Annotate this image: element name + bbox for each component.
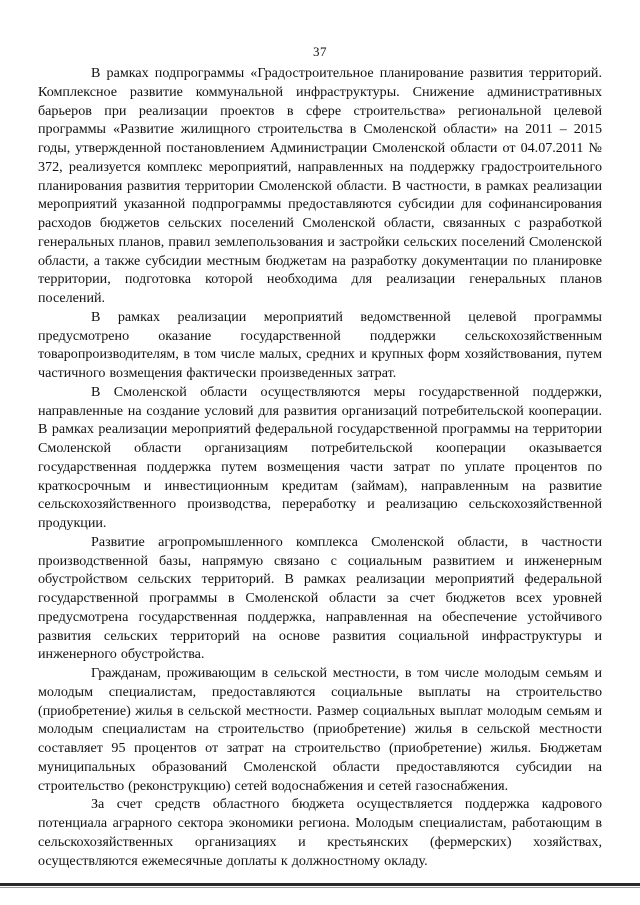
paragraph-consumer-cooperation-support: В Смоленской области осуществляются меры государственной поддержки, направленные на создание условий для развития организаций потребительской кооперации. В рамках реализации мероприятий федеральной государственной программы на территории Смоленской области организациям потребительской кооперации оказывается государственная поддержка путем возмещения части затрат по уплате процентов по краткосрочным и инвестиционным кредитам (займам), направленным на развитие сельскохозяйственного производства, переработку и реализацию сельскохозяйственной продукции. xyxy=(38,383,602,531)
document-body xyxy=(38,64,602,870)
paragraph-agricultural-producers-support: В рамках реализации мероприятий ведомственной целевой программы предусмотрено оказание государственной поддержки сельскохозяйственным товаропроизводителям, в том числе малых, средних и крупных форм хозяйствования, путем частичного возмещения фактически произведенных затрат. xyxy=(38,308,602,381)
paragraph-agrarian-personnel-support: За счет средств областного бюджета осуществляется поддержка кадрового потенциала аграрного сектора экономики региона. Молодым специалистам, работающим в сельскохозяйственных организациях и крестьянских (фермерских) хозяйствах, осуществляются ежемесячные доплаты к должностному окладу. xyxy=(38,796,602,869)
paragraph-rural-territories-development: Развитие агропромышленного комплекса Смоленской области, в частности производственной базы, напрямую связано с социальным развитием и инженерным обустройством сельских территорий. В рамках реализации мероприятий федеральной государственной программы в Смоленской области за счет бюджетов всех уровней предусмотрена государственная поддержка, направленная на обеспечение устойчивого развития сельских территорий на основе развития социальной инфраструктуры и инженерного обустройства. xyxy=(38,533,602,663)
paragraph-urban-planning-subprogram: В рамках подпрограммы «Градостроительное планирование развития территорий. Комплексное развитие коммунальной инфраструктуры. Снижение административных барьеров при реализации проектов в сфере строительства» региональной целевой программы «Развитие жилищного строительства в Смоленской области» на 2011 – 2015 годы, утвержденной постановлением Администрации Смоленской области от 04.07.2011 № 372, реализуется комплекс мероприятий, направленных на поддержку градостроительного планирования развития территории Смоленской области. В частности, в рамках реализации мероприятий указанной подпрограммы предоставляются субсидии для софинансирования расходов бюджетов сельских поселений Смоленской области, связанных с разработкой генеральных планов, правил землепользования и застройки сельских поселений Смоленской области, а также субсидии местным бюджетам на разработку документации по планировке территории, подготовка которой необходима для реализации генеральных планов поселений. xyxy=(38,65,602,306)
paragraph-rural-housing-payments: Гражданам, проживающим в сельской местности, в том числе молодым семьям и молодым специалистам, предоставляются социальные выплаты на строительство (приобретение) жилья в сельской местности. Размер социальных выплат молодым семьям и молодым специалистам на строительство (приобретение) жилья в сельской местности составляет 95 процентов от затрат на строительство (приобретение) жилья. Бюджетам муниципальных образований Смоленской области предоставляются субсидии на строительство (реконструкцию) сетей водоснабжения и сетей газоснабжения. xyxy=(38,665,602,794)
page-bottom-edge xyxy=(0,883,640,886)
page-number: 37 xyxy=(313,44,327,59)
page-bottom-edge-shadow xyxy=(0,887,640,888)
